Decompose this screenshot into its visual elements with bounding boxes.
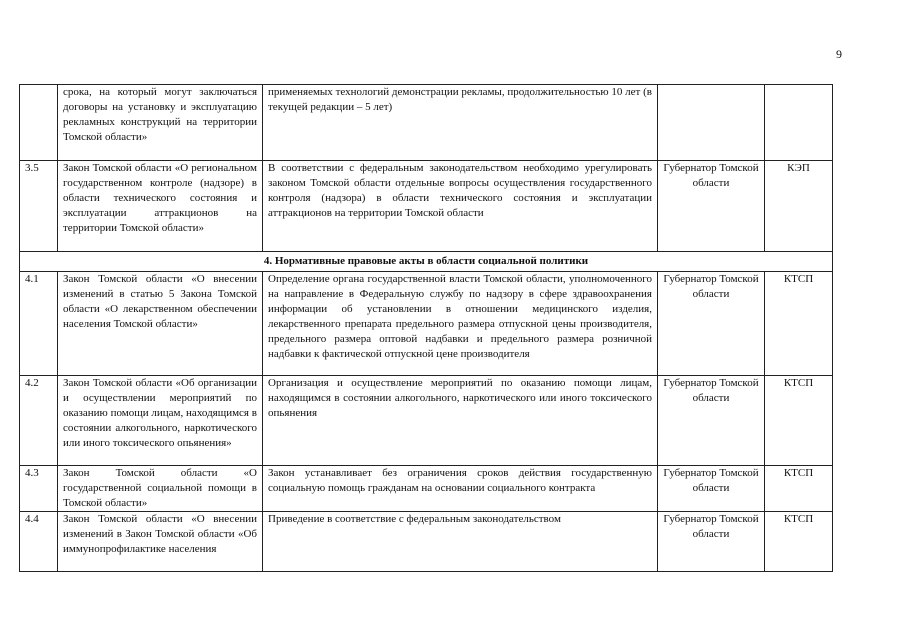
executor: КТСП (765, 272, 833, 376)
section-title: 4. Нормативные правовые акты в области социальной политики (20, 252, 833, 272)
row-number: 4.2 (20, 376, 58, 466)
legislation-plan-table (19, 84, 833, 572)
act-description: Организация и осуществление мероприятий по оказанию помощи лицам, находящимся в состоянии алкогольного, наркотического или иного токсического опьянения (263, 376, 658, 466)
act-description: Закон устанавливает без ограничения сроков действия государственную социальную помощь гражданам на основании социального контракта (263, 466, 658, 512)
table-row (20, 512, 833, 572)
act-description: В соответствии с федеральным законодательством необходимо урегулировать законом Томской области отдельные вопросы осуществления государственного контроля (надзора) в области технического состояния и эксплуатации аттракционов на территории Томской области (263, 161, 658, 252)
act-title: Закон Томской области «О государственной социальной помощи в Томской области» (58, 466, 263, 512)
row-number: 4.1 (20, 272, 58, 376)
page-number: 9 (836, 47, 842, 61)
responsible: Губернатор Томской области (658, 161, 765, 252)
act-title: Закон Томской области «О региональном государственном контроле (надзоре) в области технического состояния и эксплуатации аттракционов на территории Томской области» (58, 161, 263, 252)
act-title: Закон Томской области «О внесении изменений в статью 5 Закона Томской области «О лекарственном обеспечении населения Томской области» (58, 272, 263, 376)
executor: КТСП (765, 466, 833, 512)
table-row (20, 161, 833, 252)
executor: КТСП (765, 376, 833, 466)
row-number (20, 85, 58, 161)
act-description: применяемых технологий демонстрации рекламы, продолжительностью 10 лет (в текущей редакции – 5 лет) (263, 85, 658, 161)
act-title: срока, на который могут заключаться договоры на установку и эксплуатацию рекламных конструкций на территории Томской области» (58, 85, 263, 161)
table-row (20, 466, 833, 512)
responsible: Губернатор Томской области (658, 466, 765, 512)
responsible: Губернатор Томской области (658, 272, 765, 376)
act-title: Закон Томской области «О внесении изменений в Закон Томской области «Об иммунопрофилактике населения (58, 512, 263, 572)
act-description: Приведение в соответствие с федеральным законодательством (263, 512, 658, 572)
act-description: Определение органа государственной власти Томской области, уполномоченного на направление в Федеральную службу по надзору в сфере здравоохранения информации об установлении в отношении медицинского изделия, лекарственного препарата предельного размера отпускной цены производителя, предельного размера оптовой надбавки и предельного размера розничной надбавки к фактической отпускной цене производителя (263, 272, 658, 376)
responsible: Губернатор Томской области (658, 376, 765, 466)
row-number: 3.5 (20, 161, 58, 252)
table-row (20, 272, 833, 376)
responsible (658, 85, 765, 161)
responsible: Губернатор Томской области (658, 512, 765, 572)
section-header-row (20, 252, 833, 272)
act-title: Закон Томской области «Об организации и осуществлении мероприятий по оказанию помощи лицам, находящимся в состоянии алкогольного, наркотического или иного токсического опьянения» (58, 376, 263, 466)
table-row (20, 376, 833, 466)
executor (765, 85, 833, 161)
executor: КТСП (765, 512, 833, 572)
executor: КЭП (765, 161, 833, 252)
table-row (20, 85, 833, 161)
row-number: 4.4 (20, 512, 58, 572)
row-number: 4.3 (20, 466, 58, 512)
